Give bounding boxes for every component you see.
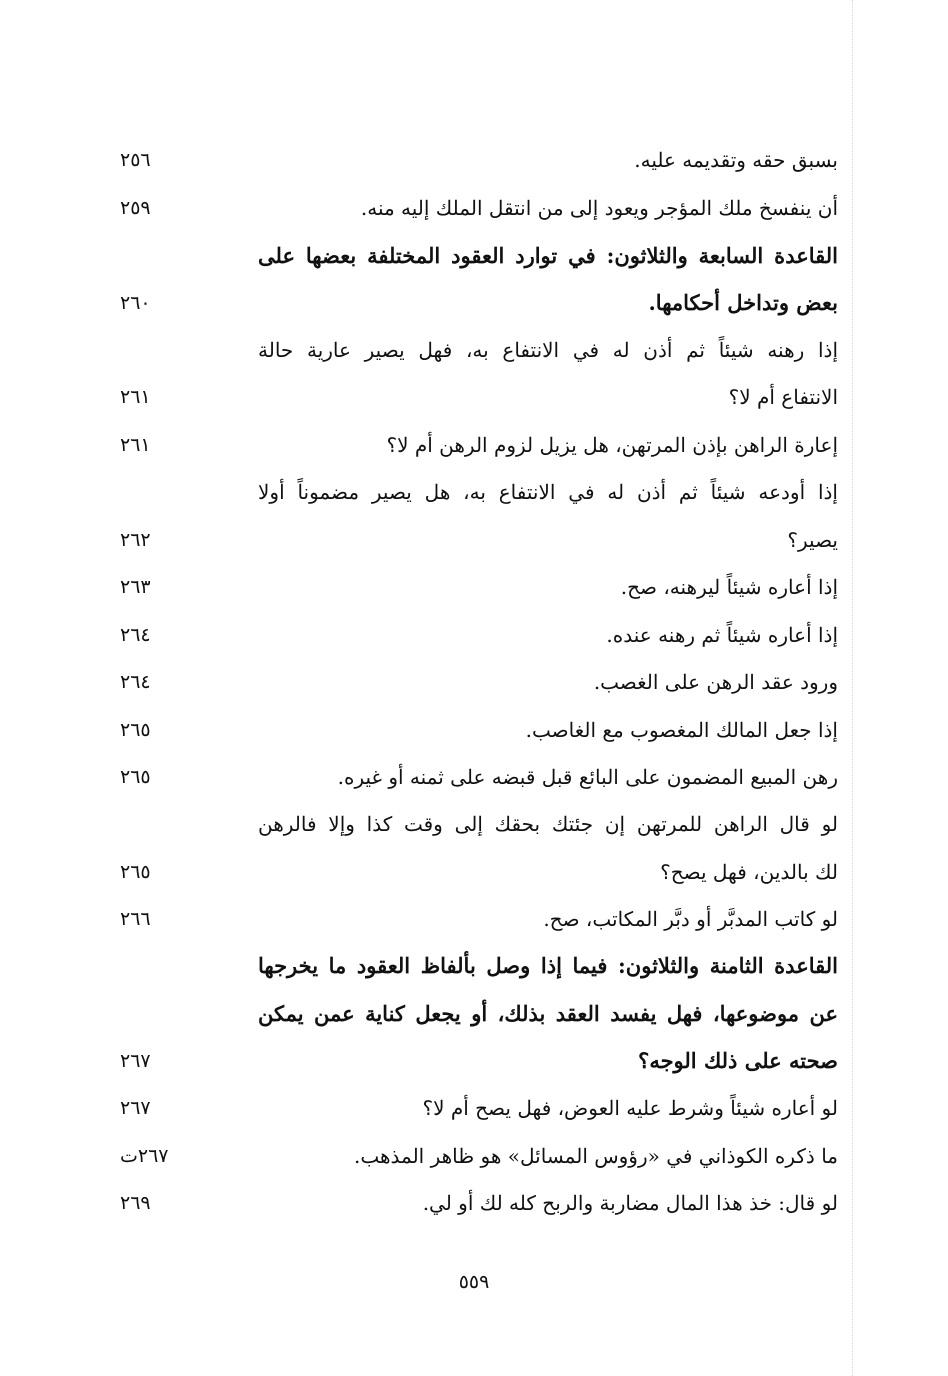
- entry-page-number: ٢٦٤: [120, 671, 151, 693]
- entry-page-number: ٢٦٧: [120, 1097, 151, 1119]
- index-entry-row: [0, 517, 948, 563]
- entry-page-number: ٢٦٢: [120, 529, 151, 551]
- entry-page-number: ٢٦٣: [120, 576, 151, 598]
- index-heading-row: [0, 233, 948, 279]
- entry-page-number: ٢٦٦: [120, 908, 151, 930]
- entry-page-number: ٢٦٥: [120, 766, 151, 788]
- entry-page-number: ٢٦٩: [120, 1192, 151, 1214]
- entry-text: إذا أودعه شيئاً ثم أذن له في الانتفاع به، هل يصير مضموناً أولا: [258, 480, 838, 504]
- entry-text: إعارة الراهن بإذن المرتهن، هل يزيل لزوم الرهن أم لا؟: [386, 433, 838, 457]
- entry-page-number: ٢٦٥: [120, 719, 151, 741]
- entry-page-number: ٢٦٥: [120, 861, 151, 883]
- entry-text: إذا أعاره شيئاً ليرهنه، صح.: [620, 575, 838, 599]
- entry-page-number: ٢٥٩: [120, 197, 151, 219]
- entry-text: أن ينفسخ ملك المؤجر ويعود إلى من انتقل الملك إليه منه.: [360, 196, 838, 220]
- page-number: ٥٥٩: [458, 1271, 490, 1293]
- entry-page-number: ٢٦٠: [120, 292, 151, 314]
- index-entry-row: [0, 849, 948, 895]
- entry-text: لو أعاره شيئاً وشرط عليه العوض، فهل يصح أم لا؟: [422, 1096, 838, 1120]
- index-heading-row: [0, 991, 948, 1037]
- index-entry-row: [0, 612, 948, 658]
- entry-text: صحته على ذلك الوجه؟: [638, 1048, 838, 1073]
- entry-page-number: ٢٦١: [120, 386, 151, 408]
- index-entry-row: [0, 801, 948, 847]
- entry-page-number: ٢٦٤: [120, 624, 151, 646]
- entry-text: رهن المبيع المضمون على البائع قبل قبضه على ثمنه أو غيره.: [337, 765, 838, 789]
- entry-text: إذا أعاره شيئاً ثم رهنه عنده.: [606, 623, 838, 647]
- entry-text: يصير؟: [787, 528, 838, 552]
- entry-page-number: ٢٦٧ت: [120, 1145, 169, 1167]
- index-heading-row: [0, 1038, 948, 1084]
- entry-text: عن موضوعها، فهل يفسد العقد بذلك، أو يجعل كناية عمن يمكن: [258, 1001, 838, 1026]
- entry-text: بسبق حقه وتقديمه عليه.: [634, 148, 838, 172]
- entry-text: لك بالدين، فهل يصح؟: [660, 860, 838, 884]
- index-entry-row: [0, 469, 948, 515]
- index-entry-row: [0, 1085, 948, 1131]
- index-entry-row: [0, 327, 948, 373]
- entry-text: إذا جعل المالك المغصوب مع الغاصب.: [525, 718, 838, 742]
- index-heading-row: [0, 280, 948, 326]
- entry-text: لو قال الراهن للمرتهن إن جئتك بحقك إلى وقت كذا وإلا فالرهن: [258, 812, 838, 836]
- index-heading-row: [0, 943, 948, 989]
- entry-text: القاعدة الثامنة والثلاثون: فيما إذا وصل بألفاظ العقود ما يخرجها: [258, 953, 838, 978]
- index-entry-row: [0, 422, 948, 468]
- index-entry-row: [0, 896, 948, 942]
- index-entry-row: [0, 564, 948, 610]
- entry-text: بعض وتداخل أحكامها.: [648, 290, 838, 315]
- entry-page-number: ٢٥٦: [120, 149, 151, 171]
- entry-page-number: ٢٦١: [120, 434, 151, 456]
- entry-text: ورود عقد الرهن على الغصب.: [593, 670, 838, 694]
- index-entry-row: [0, 707, 948, 753]
- index-entry-row: [0, 1180, 948, 1226]
- index-entry-row: [0, 1133, 948, 1179]
- index-entry-row: [0, 374, 948, 420]
- index-entry-row: [0, 185, 948, 231]
- entry-text: لو كاتب المدبَّر أو دبَّر المكاتب، صح.: [543, 907, 838, 931]
- entry-text: الانتفاع أم لا؟: [728, 385, 838, 409]
- index-entry-row: [0, 754, 948, 800]
- entry-page-number: ٢٦٧: [120, 1050, 151, 1072]
- entry-text: القاعدة السابعة والثلاثون: في توارد العقود المختلفة بعضها على: [258, 243, 838, 268]
- entry-text: ما ذكره الكوذاني في «رؤوس المسائل» هو ظاهر المذهب.: [353, 1144, 838, 1168]
- index-entry-row: [0, 659, 948, 705]
- index-entry-row: [0, 137, 948, 183]
- entry-text: إذا رهنه شيئاً ثم أذن له في الانتفاع به، فهل يصير عارية حالة: [258, 338, 838, 362]
- entry-text: لو قال: خذ هذا المال مضاربة والربح كله لك أو لي.: [422, 1191, 838, 1215]
